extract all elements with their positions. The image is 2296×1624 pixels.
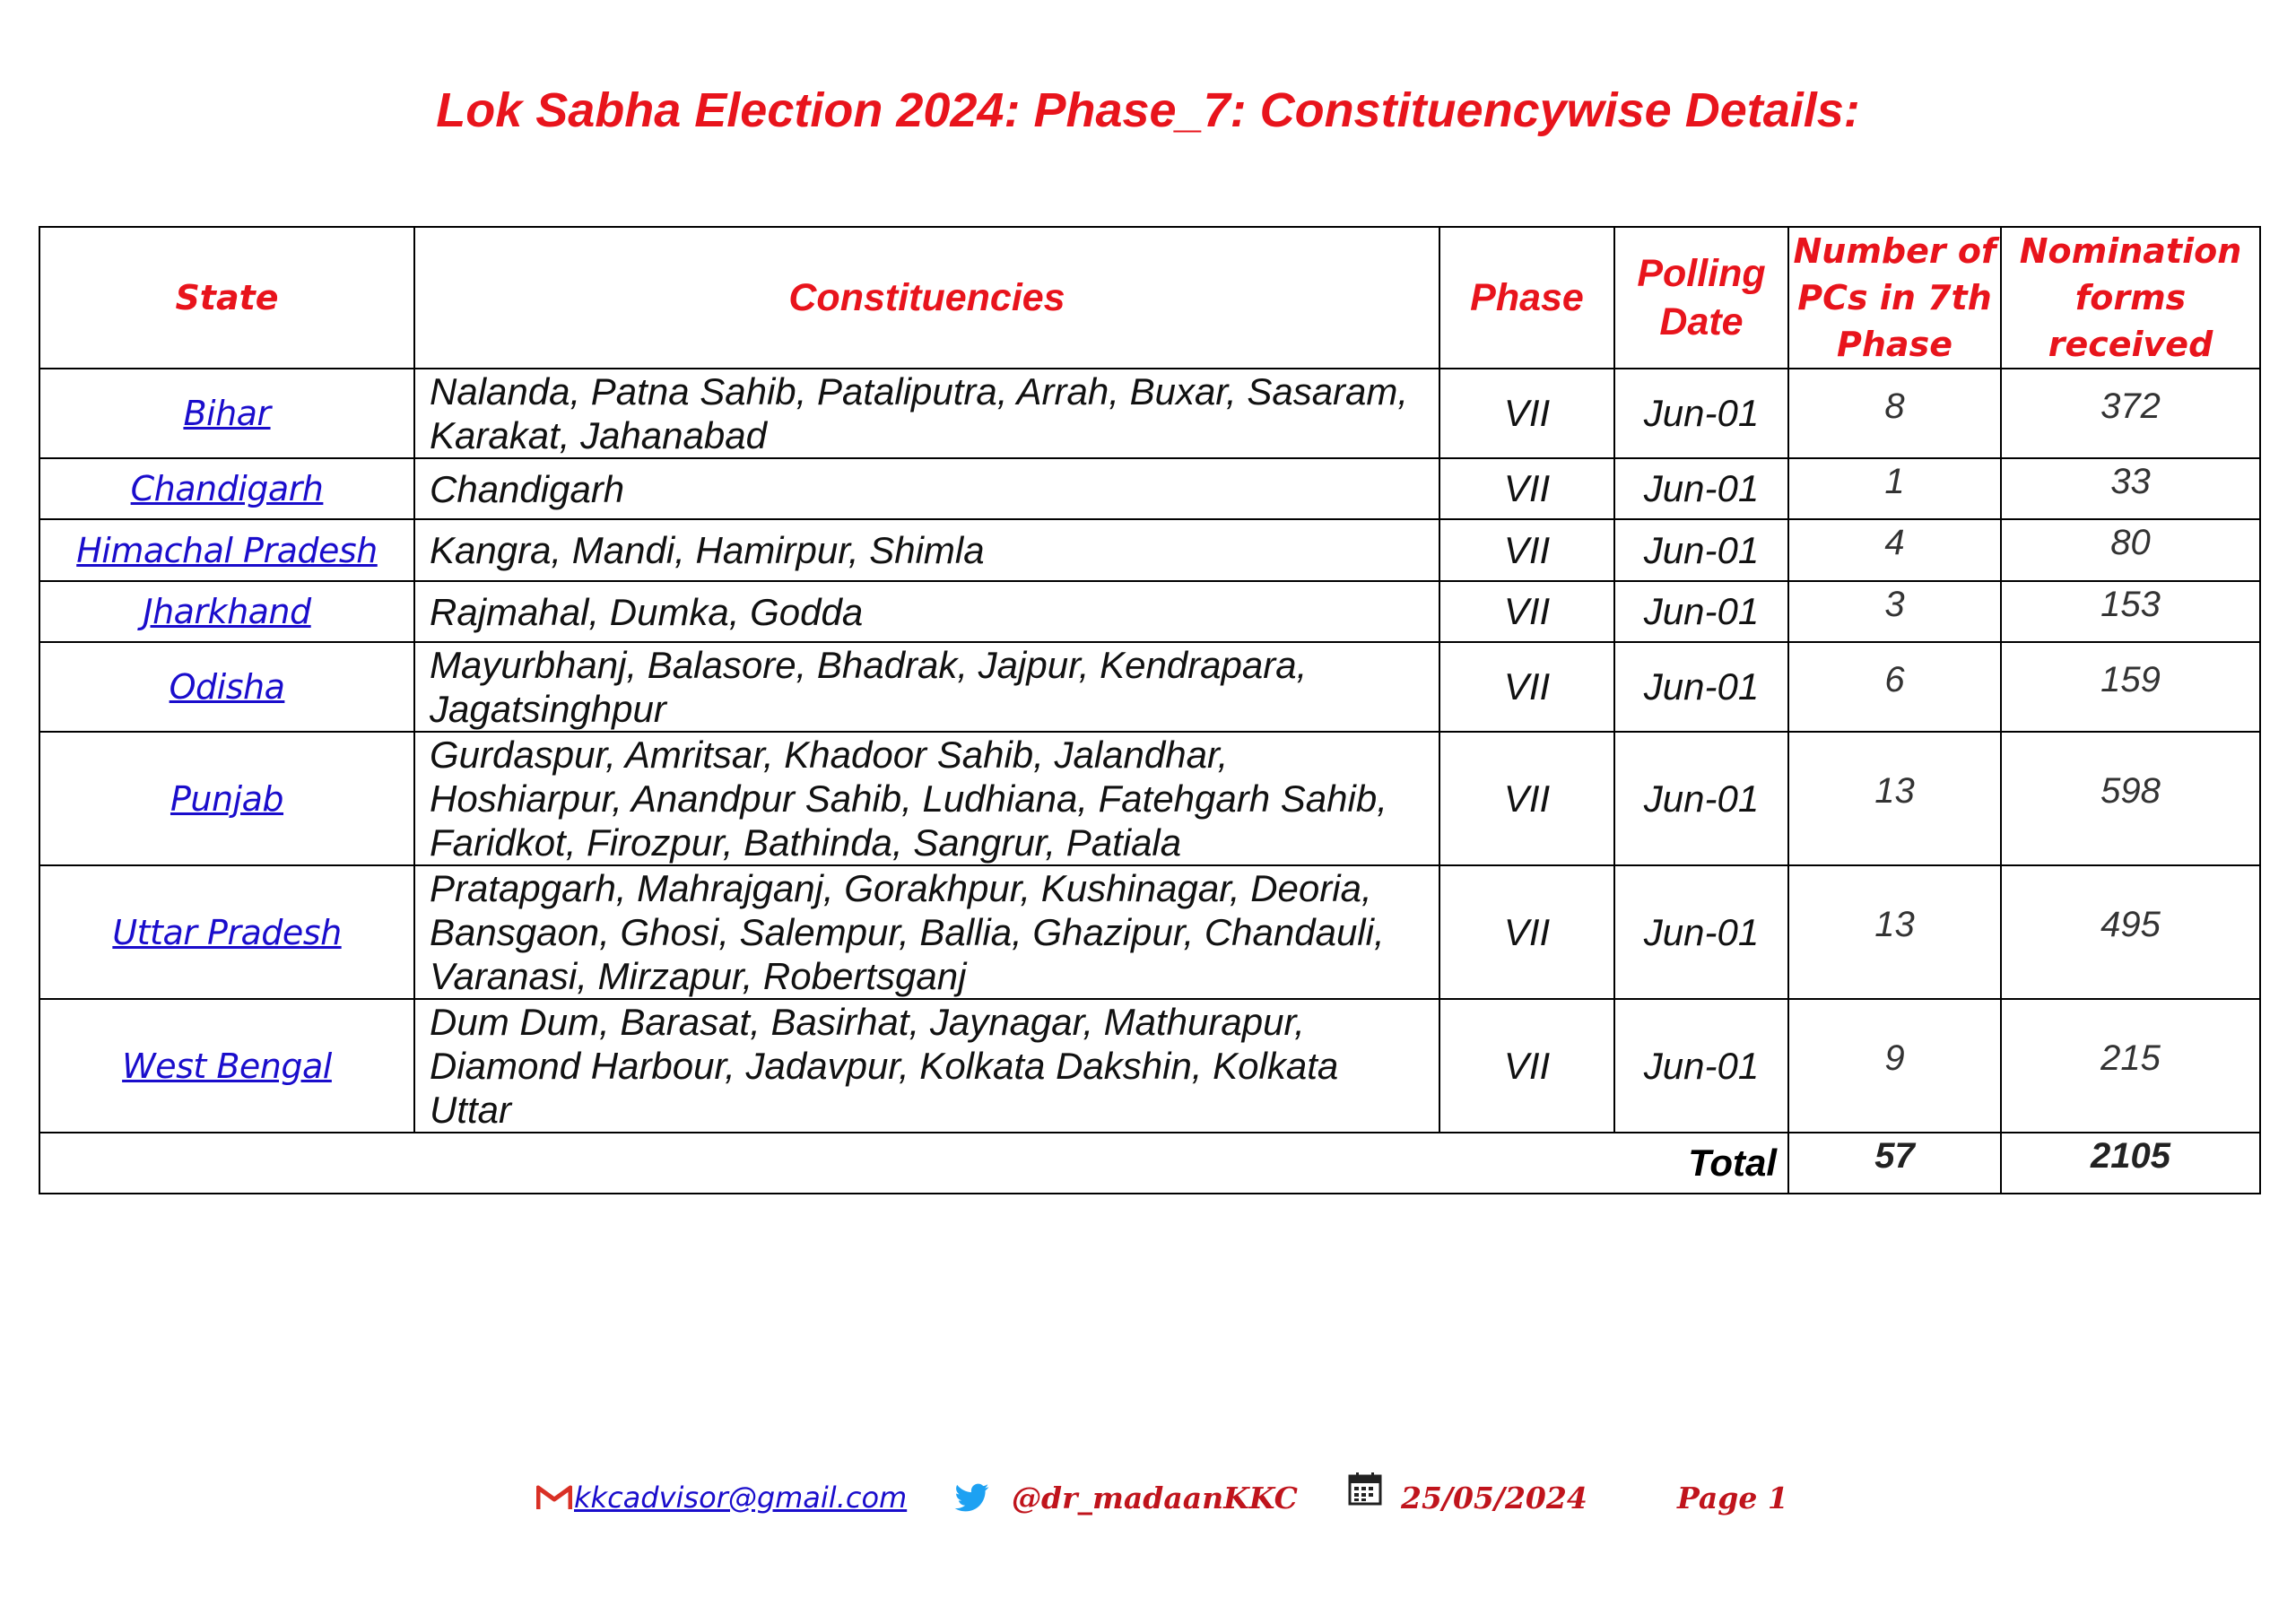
nominations-cell: 80 bbox=[2110, 523, 2151, 562]
email-link[interactable]: kkcadvisor@gmail.com bbox=[574, 1481, 908, 1515]
phase-cell: VII bbox=[1439, 999, 1614, 1133]
footer-twitter bbox=[952, 1471, 1298, 1524]
footer-date bbox=[1347, 1471, 1587, 1524]
total-nominations: 2105 bbox=[2091, 1135, 2170, 1176]
table-header-row bbox=[39, 227, 2260, 369]
phase-cell: VII bbox=[1439, 369, 1614, 458]
polling-date-cell: Jun-01 bbox=[1614, 581, 1788, 642]
state-link-bihar[interactable]: Bihar bbox=[183, 394, 271, 433]
phase-cell: VII bbox=[1439, 865, 1614, 999]
calendar-icon bbox=[1347, 1471, 1383, 1507]
table-row bbox=[39, 865, 2260, 999]
footer-page bbox=[1677, 1471, 1788, 1524]
table-row bbox=[39, 369, 2260, 458]
total-label: Total bbox=[39, 1133, 1788, 1194]
page-number: Page 1 bbox=[1677, 1480, 1788, 1515]
header-polling-date: Polling Date bbox=[1614, 227, 1788, 369]
constituencies-cell: Nalanda, Patna Sahib, Pataliputra, Arrah, Buxar, Sasaram, Karakat, Jahanabad bbox=[414, 369, 1439, 458]
phase-cell: VII bbox=[1439, 581, 1614, 642]
nominations-cell: 159 bbox=[2100, 659, 2161, 699]
total-pcs: 57 bbox=[1874, 1135, 1915, 1176]
gmail-icon bbox=[536, 1484, 572, 1511]
constituencies-cell: Pratapgarh, Mahrajganj, Gorakhpur, Kushinagar, Deoria, Bansgaon, Ghosi, Salempur, Ballia, Ghazipur, Chandauli, Varanasi, Mirzapur, Robertsganj bbox=[414, 865, 1439, 999]
table-row bbox=[39, 519, 2260, 581]
nominations-cell: 495 bbox=[2100, 905, 2161, 944]
document-date: 25/05/2024 bbox=[1401, 1480, 1587, 1515]
state-link-himachal-pradesh[interactable]: Himachal Pradesh bbox=[76, 530, 378, 570]
polling-date-cell: Jun-01 bbox=[1614, 519, 1788, 581]
constituencies-cell: Kangra, Mandi, Hamirpur, Shimla bbox=[414, 519, 1439, 581]
total-row bbox=[39, 1133, 2260, 1194]
pcs-cell: 6 bbox=[1884, 659, 1905, 699]
pcs-cell: 9 bbox=[1884, 1038, 1905, 1078]
constituencies-cell: Chandigarh bbox=[414, 458, 1439, 519]
polling-date-cell: Jun-01 bbox=[1614, 732, 1788, 865]
phase-cell: VII bbox=[1439, 519, 1614, 581]
phase-cell: VII bbox=[1439, 458, 1614, 519]
footer-email bbox=[536, 1471, 907, 1524]
twitter-bird-icon bbox=[952, 1481, 992, 1515]
pcs-cell: 3 bbox=[1884, 584, 1905, 624]
table-row bbox=[39, 642, 2260, 732]
phase-cell: VII bbox=[1439, 642, 1614, 732]
pcs-cell: 1 bbox=[1884, 461, 1905, 501]
page-footer bbox=[0, 1471, 2296, 1524]
header-constituencies: Constituencies bbox=[414, 227, 1439, 369]
phase-cell: VII bbox=[1439, 732, 1614, 865]
constituency-table bbox=[39, 226, 2261, 1194]
constituencies-cell: Rajmahal, Dumka, Godda bbox=[414, 581, 1439, 642]
constituencies-cell: Gurdaspur, Amritsar, Khadoor Sahib, Jalandhar, Hoshiarpur, Anandpur Sahib, Ludhiana, Fatehgarh Sahib, Faridkot, Firozpur, Bathinda, Sangrur, Patiala bbox=[414, 732, 1439, 865]
constituencies-cell: Dum Dum, Barasat, Basirhat, Jaynagar, Mathurapur, Diamond Harbour, Jadavpur, Kolkata Dakshin, Kolkata Uttar bbox=[414, 999, 1439, 1133]
table-row bbox=[39, 458, 2260, 519]
state-link-jharkhand[interactable]: Jharkhand bbox=[143, 592, 311, 631]
state-link-west-bengal[interactable]: West Bengal bbox=[122, 1046, 332, 1086]
header-phase: Phase bbox=[1439, 227, 1614, 369]
nominations-cell: 372 bbox=[2100, 386, 2161, 426]
header-state: State bbox=[39, 227, 414, 369]
header-pcs: Number of PCs in 7th Phase bbox=[1788, 227, 2001, 369]
state-link-chandigarh[interactable]: Chandigarh bbox=[130, 469, 324, 508]
header-nominations: Nomination forms received bbox=[2001, 227, 2260, 369]
nominations-cell: 215 bbox=[2100, 1038, 2161, 1078]
table-row bbox=[39, 999, 2260, 1133]
page-title: Lok Sabha Election 2024: Phase_7: Constituencywise Details: bbox=[436, 83, 1860, 137]
nominations-cell: 153 bbox=[2100, 584, 2161, 624]
polling-date-cell: Jun-01 bbox=[1614, 865, 1788, 999]
state-link-uttar-pradesh[interactable]: Uttar Pradesh bbox=[112, 912, 342, 952]
pcs-cell: 13 bbox=[1874, 905, 1915, 944]
table-row bbox=[39, 581, 2260, 642]
polling-date-cell: Jun-01 bbox=[1614, 369, 1788, 458]
polling-date-cell: Jun-01 bbox=[1614, 642, 1788, 732]
nominations-cell: 598 bbox=[2100, 771, 2161, 811]
pcs-cell: 4 bbox=[1884, 523, 1905, 562]
polling-date-cell: Jun-01 bbox=[1614, 458, 1788, 519]
pcs-cell: 13 bbox=[1874, 771, 1915, 811]
polling-date-cell: Jun-01 bbox=[1614, 999, 1788, 1133]
constituencies-cell: Mayurbhanj, Balasore, Bhadrak, Jajpur, Kendrapara, Jagatsinghpur bbox=[414, 642, 1439, 732]
state-link-odisha[interactable]: Odisha bbox=[169, 667, 285, 707]
twitter-handle: @dr_madaanKKC bbox=[1012, 1480, 1298, 1515]
nominations-cell: 33 bbox=[2110, 461, 2151, 501]
state-link-punjab[interactable]: Punjab bbox=[170, 778, 284, 819]
table-row bbox=[39, 732, 2260, 865]
pcs-cell: 8 bbox=[1884, 386, 1905, 426]
